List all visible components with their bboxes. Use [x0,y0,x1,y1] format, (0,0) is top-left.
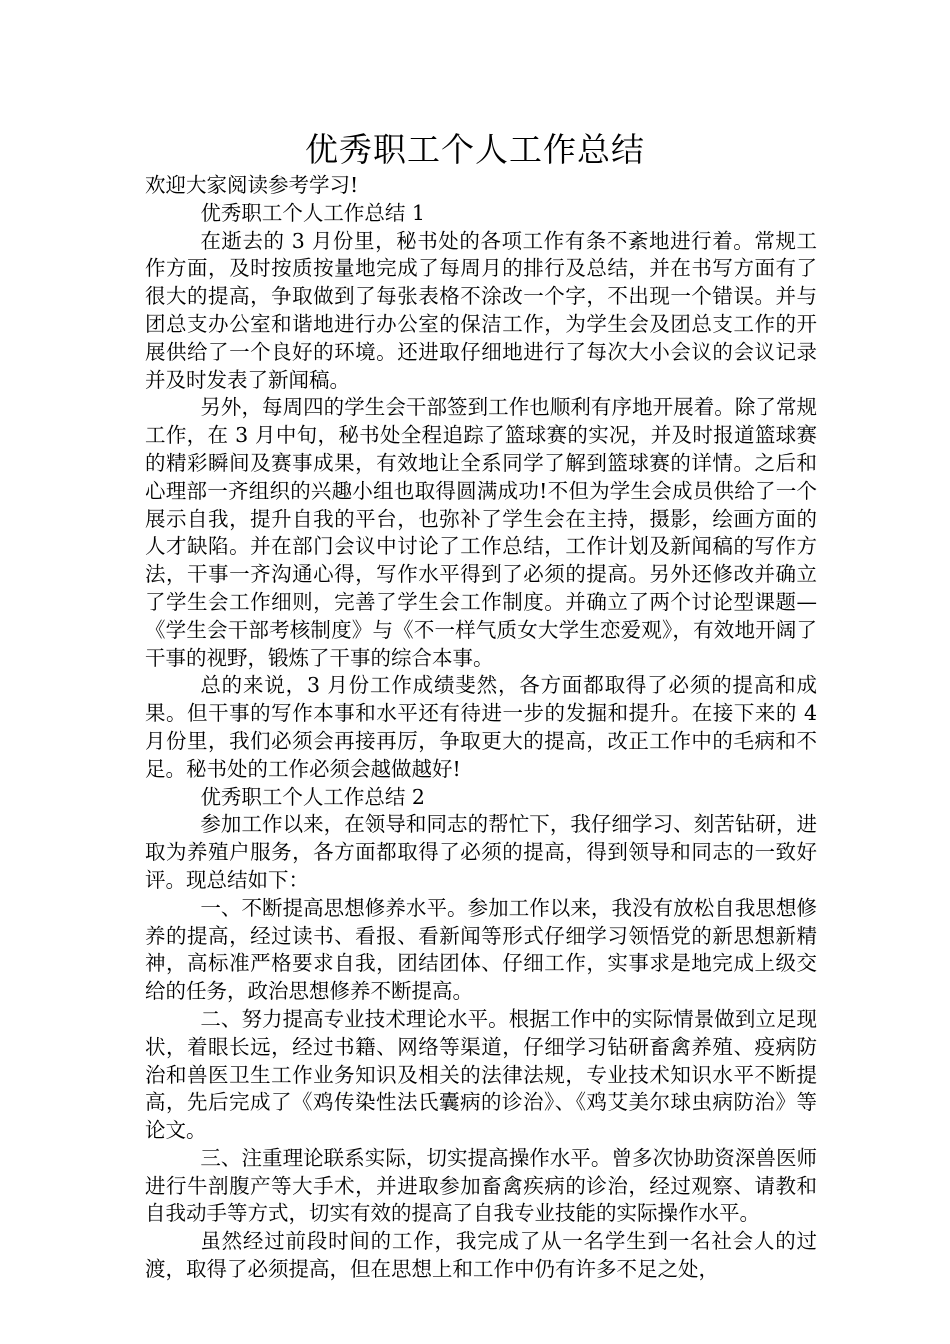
paragraph: 总的来说，3 月份工作成绩斐然，各方面都取得了必须的提高和成果。但干事的写作本事和水平还有待进一步的发掘和提升。在接下来的 4 月份里，我们必须会再接再厉，争取更大的提高，改正工作中的毛病和不足。秘书处的工作必须会越做越好! [145,673,817,781]
section-heading: 优秀职工个人工作总结 1 [200,200,425,225]
document-title: 优秀职工个人工作总结 [305,130,645,169]
document-body [145,172,817,1284]
paragraph: 另外，每周四的学生会干部签到工作也顺利有序地开展着。除了常规工作，在 3 月中旬，秘书处全程追踪了篮球赛的实况，并及时报道篮球赛的精彩瞬间及赛事成果，有效地让全系同学了解到篮球赛的详情。之后和心理部一齐组织的兴趣小组也取得圆满成功!不但为学生会成员供给了一个展示自我，提升自我的平台，也弥补了学生会在主持，摄影，绘画方面的人才缺陷。并在部门会议中讨论了工作总结，工作计划及新闻稿的写作方法，干事一齐沟通心得，写作水平得到了必须的提高。另外还修改并确立了学生会工作细则，完善了学生会工作制度。并确立了两个讨论型课题—《学生会干部考核制度》与《不一样气质女大学生恋爱观》，有效地开阔了干事的视野，锻炼了干事的综合本事。 [145,395,817,670]
paragraph: 一、不断提高思想修养水平。参加工作以来，我没有放松自我思想修养的提高，经过读书、看报、看新闻等形式仔细学习领悟党的新思想新精神，高标准严格要求自我，团结团体、仔细工作，实事求是地完成上级交给的任务，政治思想修养不断提高。 [145,895,817,1004]
paragraph: 参加工作以来，在领导和同志的帮忙下，我仔细学习、刻苦钻研，进取为养殖户服务，各方面都取得了必须的提高，得到领导和同志的一致好评。现总结如下： [145,812,817,892]
paragraph: 三、注重理论联系实际，切实提高操作水平。曾多次协助资深兽医师进行牛剖腹产等大手术，并进取参加畜禽疾病的诊治，经过观察、请教和自我动手等方式，切实有效的提高了自我专业技能的实际操作水平。 [145,1145,817,1226]
paragraph: 二、努力提高专业技术理论水平。根据工作中的实际情景做到立足现状，着眼长远，经过书籍、网络等渠道，仔细学习钻研畜禽养殖、疫病防治和兽医卫生工作业务知识及相关的法律法规，专业技术知识水平不断提高，先后完成了《鸡传染性法氏囊病的诊治》、《鸡艾美尔球虫病防治》等论文。 [145,1006,817,1143]
paragraph: 虽然经过前段时间的工作，我完成了从一名学生到一名社会人的过渡，取得了必须提高，但在思想上和工作中仍有许多不足之处， [145,1229,817,1282]
paragraph: 在逝去的 3 月份里，秘书处的各项工作有条不紊地进行着。常规工作方面，及时按质按量地完成了每周月的排行及总结，并在书写方面有了很大的提高，争取做到了每张表格不涂改一个字，不出现一个错误。并与团总支办公室和谐地进行办公室的保洁工作，为学生会及团总支工作的开展供给了一个良好的环境。还进取仔细地进行了每次大小会议的会议记录并及时发表了新闻稿。 [145,228,817,392]
section-heading: 优秀职工个人工作总结 2 [200,784,425,809]
intro-line: 欢迎大家阅读参考学习! [145,173,359,197]
